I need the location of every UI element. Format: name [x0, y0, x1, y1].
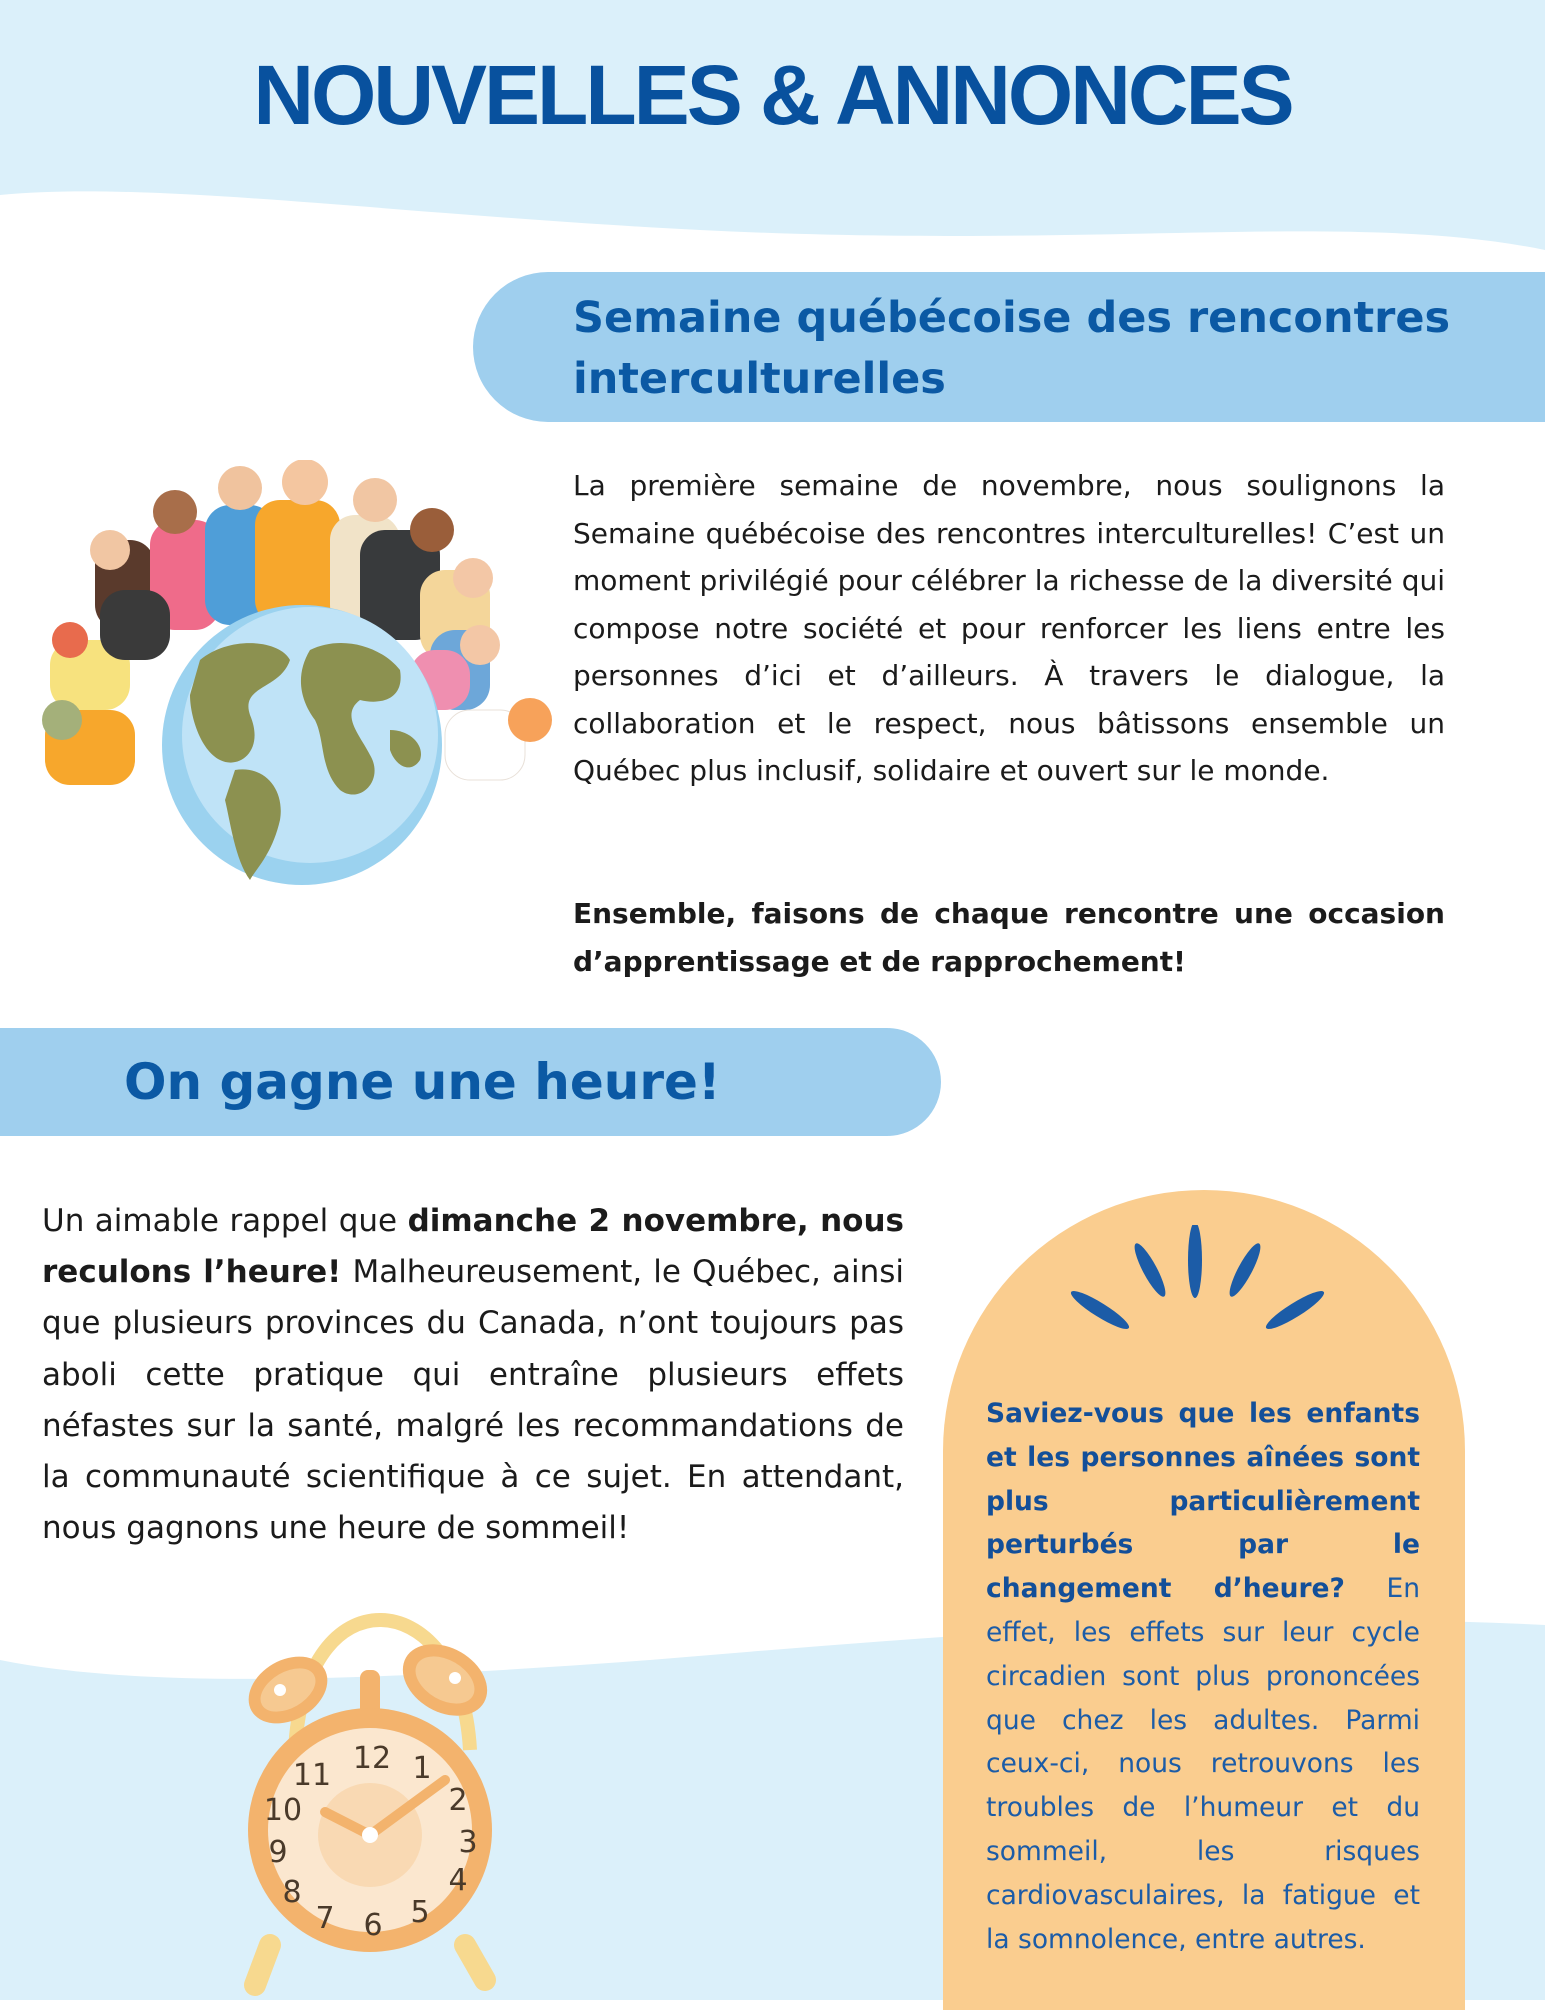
section-2-highlight: dimanche 2 novembre, nous reculons l’heure! — [42, 1203, 904, 1291]
section-2-paragraph — [42, 1196, 904, 1554]
clock-number-8: 8 — [282, 1875, 302, 1910]
page-title: NOUVELLES & ANNONCES — [253, 48, 1292, 142]
section-2-intro: Un aimable rappel que — [42, 1203, 408, 1239]
clock-number-7: 7 — [315, 1901, 335, 1936]
section-1-title: Semaine québécoise des rencontres interculturelles — [573, 293, 1451, 404]
diversity-globe-illustration — [40, 460, 570, 890]
clock-number-4: 4 — [448, 1863, 468, 1898]
alarm-clock-icon — [240, 1600, 520, 2000]
clock-number-6: 6 — [363, 1908, 383, 1943]
section-2-title: On gagne une heure! — [124, 1053, 721, 1111]
section-2-rest: Malheureusement, le Québec, ainsi que plusieurs provinces du Canada, n’ont toujours pas aboli cette pratique qui entraîne plusieurs effets néfastes sur la santé, malgré les recommandations de la communauté scientifique à ce sujet. En attendant, nous gagnons une heure de sommeil! — [42, 1254, 905, 1547]
clock-number-2: 2 — [448, 1783, 468, 1818]
sparkle-rays-icon — [1060, 1225, 1350, 1350]
clock-number-1: 1 — [412, 1751, 432, 1786]
clock-number-12: 12 — [352, 1741, 392, 1776]
clock-number-3: 3 — [458, 1825, 478, 1860]
clock-number-9: 9 — [268, 1835, 288, 1870]
section-1-paragraph: La première semaine de novembre, nous soulignons la Semaine québécoise des rencontres interculturelles! C’est un moment privilégié pour célébrer la richesse de la diversité qui compose notre société et pour renforcer les liens entre les personnes d’ici et d’ailleurs. À travers le dialogue, la collaboration et le respect, nous bâtissons ensemble un Québec plus inclusif, solidaire et ouvert sur le monde. — [573, 469, 1445, 787]
clock-number-10: 10 — [263, 1793, 303, 1828]
callout-text — [986, 1392, 1420, 1961]
clock-number-5: 5 — [410, 1895, 430, 1930]
clock-number-11: 11 — [292, 1758, 332, 1793]
callout-body: En effet, les effets sur leur cycle circadien sont plus prononcées que chez les adultes. Parmi ceux-ci, nous retrouvons les troubles de l’humeur et du sommeil, les risques cardiovasculaires, la fatigue et la somnolence, entre autres. — [986, 1573, 1421, 1955]
section-1-closing: Ensemble, faisons de chaque rencontre une occasion d’apprentissage et de rapprochement! — [573, 897, 1445, 978]
callout-question: Saviez-vous que les enfants et les personnes aînées sont plus particulièrement perturbés par le changement d’heure? — [986, 1398, 1420, 1605]
